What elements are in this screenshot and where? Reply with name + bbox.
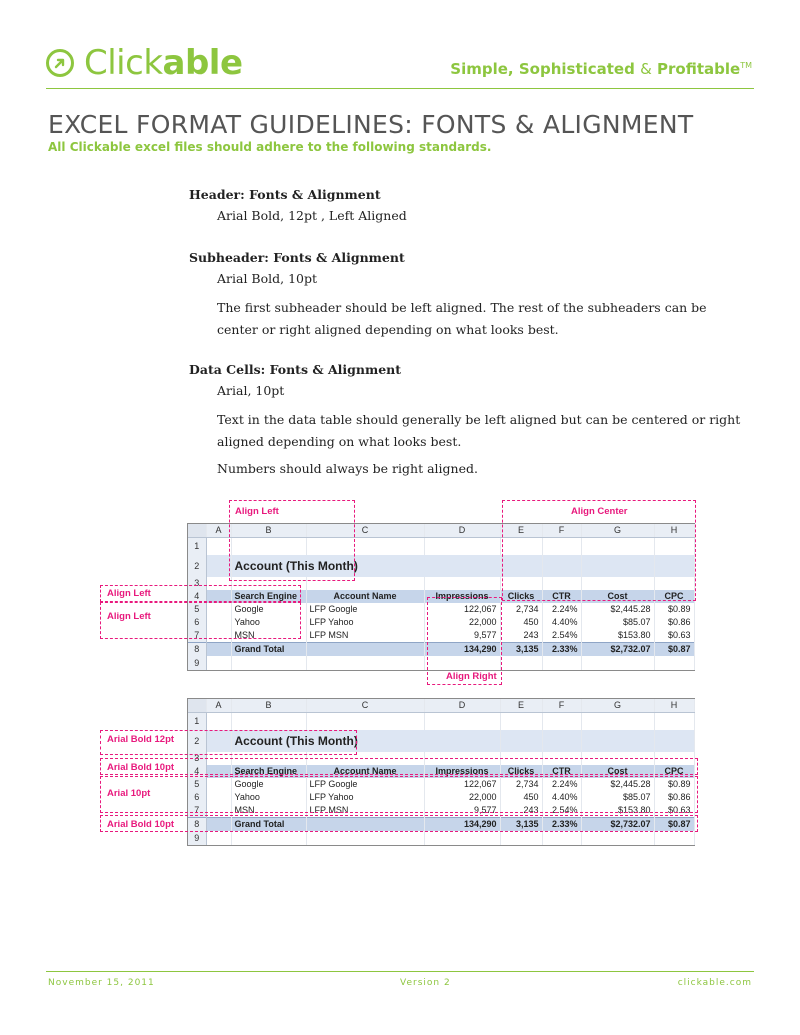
total-row bbox=[188, 818, 694, 832]
column-header[interactable]: H bbox=[654, 699, 694, 713]
cell[interactable] bbox=[206, 831, 231, 845]
cell[interactable]: LFP Google bbox=[306, 778, 424, 791]
cell[interactable] bbox=[206, 804, 231, 818]
subheader-section-title: Subheader: Fonts & Alignment bbox=[189, 250, 405, 265]
table-row bbox=[188, 603, 694, 616]
cell[interactable] bbox=[206, 629, 231, 643]
cell[interactable]: LFP Google bbox=[306, 603, 424, 616]
cell[interactable] bbox=[306, 538, 424, 556]
cell[interactable] bbox=[206, 730, 231, 752]
row-number[interactable]: 3 bbox=[188, 577, 206, 590]
column-header[interactable]: F bbox=[542, 699, 581, 713]
row-number[interactable]: 8 bbox=[188, 643, 206, 657]
cell[interactable] bbox=[306, 577, 424, 590]
cell[interactable] bbox=[206, 577, 231, 590]
column-header[interactable]: D bbox=[424, 699, 500, 713]
cell[interactable] bbox=[206, 791, 231, 804]
cell[interactable] bbox=[654, 713, 694, 731]
page-subtitle: All Clickable excel files should adhere to the following standards. bbox=[48, 140, 492, 154]
header-section-title: Header: Fonts & Alignment bbox=[189, 187, 381, 202]
column-header[interactable]: G bbox=[581, 699, 654, 713]
table-row bbox=[188, 656, 694, 670]
subheader-section-note: The first subheader should be left aligned. The rest of the subheaders can be center or right aligned depending on what looks best. bbox=[217, 300, 707, 337]
cell[interactable]: 9,577 bbox=[424, 804, 500, 818]
cell[interactable] bbox=[542, 713, 581, 731]
cell[interactable]: $85.07 bbox=[581, 791, 654, 804]
data-section-title: Data Cells: Fonts & Alignment bbox=[189, 362, 402, 377]
cell[interactable] bbox=[500, 831, 542, 845]
cell[interactable]: 2,734 bbox=[500, 778, 542, 791]
cell[interactable] bbox=[206, 555, 231, 577]
cell[interactable] bbox=[581, 577, 654, 590]
cell[interactable]: 2.54% bbox=[542, 804, 581, 818]
cell[interactable] bbox=[206, 765, 231, 778]
align-center-label: Align Center bbox=[571, 506, 628, 517]
cell[interactable] bbox=[424, 713, 500, 731]
cell[interactable]: 122,067 bbox=[424, 778, 500, 791]
row-number[interactable]: 2 bbox=[188, 555, 206, 577]
cell[interactable]: $153.80 bbox=[581, 629, 654, 643]
spreadsheet-grid bbox=[188, 524, 695, 670]
select-all-corner[interactable] bbox=[188, 524, 206, 538]
row-number[interactable]: 5 bbox=[188, 778, 206, 791]
cell[interactable]: 2.24% bbox=[542, 778, 581, 791]
data-section-note: Text in the data table should generally be left aligned but can be centered or right aligned depending on what looks best. bbox=[217, 412, 741, 449]
header-divider bbox=[46, 88, 754, 89]
cell[interactable] bbox=[206, 603, 231, 616]
cell[interactable] bbox=[206, 752, 231, 765]
row-number[interactable]: 7 bbox=[188, 804, 206, 818]
row-number[interactable]: 2 bbox=[188, 730, 206, 752]
cell[interactable] bbox=[231, 538, 306, 556]
cell[interactable]: LFP MSN bbox=[306, 804, 424, 818]
cell[interactable] bbox=[581, 831, 654, 845]
cell[interactable] bbox=[542, 730, 581, 752]
column-header-row bbox=[188, 524, 694, 538]
data-section-note2: Numbers should always be right aligned. bbox=[217, 461, 478, 476]
cell[interactable] bbox=[542, 555, 581, 577]
cell[interactable] bbox=[500, 752, 542, 765]
table-row bbox=[188, 752, 694, 765]
align-left-title-label: Align Left bbox=[235, 506, 279, 517]
table-row bbox=[188, 713, 694, 731]
cell[interactable] bbox=[206, 590, 231, 603]
cell[interactable] bbox=[306, 656, 424, 670]
cell[interactable] bbox=[581, 538, 654, 556]
cell[interactable]: MSN bbox=[231, 629, 306, 643]
cell[interactable]: 450 bbox=[500, 791, 542, 804]
cell[interactable] bbox=[424, 577, 500, 590]
header-cell[interactable]: Account Name bbox=[306, 590, 424, 603]
clickable-logo bbox=[46, 45, 243, 81]
cell[interactable] bbox=[231, 752, 306, 765]
cell[interactable] bbox=[206, 538, 231, 556]
cell[interactable] bbox=[306, 831, 424, 845]
cell[interactable]: LFP Yahoo bbox=[306, 791, 424, 804]
column-header-row bbox=[188, 699, 694, 713]
cell[interactable]: 450 bbox=[500, 616, 542, 629]
cell[interactable] bbox=[654, 555, 694, 577]
column-header[interactable]: G bbox=[581, 524, 654, 538]
cell[interactable] bbox=[500, 713, 542, 731]
cell[interactable]: LFP MSN bbox=[306, 629, 424, 643]
header-cell[interactable]: CPC bbox=[654, 765, 694, 778]
row-number[interactable]: 9 bbox=[188, 656, 206, 670]
subheader-section-desc: Arial Bold, 10pt bbox=[217, 271, 318, 286]
cell[interactable]: 122,067 bbox=[424, 603, 500, 616]
cell[interactable] bbox=[231, 577, 306, 590]
cell[interactable]: Yahoo bbox=[231, 616, 306, 629]
row-number[interactable]: 3 bbox=[188, 752, 206, 765]
cell[interactable]: $153.80 bbox=[581, 804, 654, 818]
column-header[interactable]: E bbox=[500, 699, 542, 713]
cell[interactable] bbox=[500, 538, 542, 556]
header-cell[interactable]: CPC bbox=[654, 590, 694, 603]
cell[interactable] bbox=[654, 656, 694, 670]
footer-version: Version 2 bbox=[400, 978, 451, 988]
cell[interactable]: Yahoo bbox=[231, 791, 306, 804]
cell[interactable]: $0.87 bbox=[654, 643, 694, 657]
cell[interactable]: 3,135 bbox=[500, 643, 542, 657]
align-left-subheader-label: Align Left bbox=[107, 588, 151, 599]
column-header[interactable]: C bbox=[306, 699, 424, 713]
row-number[interactable]: 1 bbox=[188, 713, 206, 731]
row-number[interactable]: 4 bbox=[188, 590, 206, 603]
cell[interactable] bbox=[500, 555, 542, 577]
table-row bbox=[188, 629, 694, 643]
column-header[interactable]: D bbox=[424, 524, 500, 538]
cell[interactable] bbox=[306, 818, 424, 832]
table-row bbox=[188, 577, 694, 590]
cell[interactable]: 22,000 bbox=[424, 616, 500, 629]
page-title: EXCEL FORMAT GUIDELINES: FONTS & ALIGNMENT bbox=[48, 110, 694, 139]
cell[interactable] bbox=[542, 752, 581, 765]
header-cell[interactable]: CTR bbox=[542, 590, 581, 603]
row-number[interactable]: 5 bbox=[188, 603, 206, 616]
cell[interactable]: 134,290 bbox=[424, 818, 500, 832]
footer-divider bbox=[46, 971, 754, 972]
cell[interactable]: 243 bbox=[500, 629, 542, 643]
cell[interactable]: $0.63 bbox=[654, 629, 694, 643]
header-cell[interactable]: CTR bbox=[542, 765, 581, 778]
cell[interactable] bbox=[424, 538, 500, 556]
column-header[interactable]: B bbox=[231, 524, 306, 538]
column-header[interactable]: H bbox=[654, 524, 694, 538]
cell[interactable] bbox=[206, 643, 231, 657]
cell[interactable] bbox=[424, 831, 500, 845]
cell[interactable] bbox=[231, 656, 306, 670]
align-right-label: Align Right bbox=[446, 671, 497, 682]
column-header[interactable]: B bbox=[231, 699, 306, 713]
total-label-cell[interactable]: Grand Total bbox=[231, 643, 306, 657]
arial-bold-10-total-label: Arial Bold 10pt bbox=[107, 819, 175, 830]
header-cell[interactable]: Account Name bbox=[306, 765, 424, 778]
header-cell[interactable]: Cost bbox=[581, 590, 654, 603]
cell[interactable] bbox=[306, 752, 424, 765]
cell[interactable] bbox=[306, 713, 424, 731]
table-row bbox=[188, 804, 694, 818]
table-row bbox=[188, 730, 694, 752]
cell[interactable] bbox=[206, 656, 231, 670]
column-header[interactable]: F bbox=[542, 524, 581, 538]
subheader-row bbox=[188, 590, 694, 603]
cell[interactable] bbox=[231, 713, 306, 731]
header-cell[interactable]: Cost bbox=[581, 765, 654, 778]
spreadsheet-grid bbox=[188, 699, 695, 845]
header-cell[interactable]: Clicks bbox=[500, 590, 542, 603]
cell[interactable] bbox=[581, 555, 654, 577]
cell[interactable] bbox=[500, 577, 542, 590]
cell[interactable]: 9,577 bbox=[424, 629, 500, 643]
footer-date: November 15, 2011 bbox=[48, 978, 155, 988]
cell[interactable] bbox=[581, 730, 654, 752]
table-row bbox=[188, 616, 694, 629]
cell[interactable]: 3,135 bbox=[500, 818, 542, 832]
cell[interactable]: $0.86 bbox=[654, 791, 694, 804]
arial-10-label: Arial 10pt bbox=[107, 788, 151, 799]
row-number[interactable]: 6 bbox=[188, 791, 206, 804]
cell[interactable] bbox=[581, 752, 654, 765]
header-section-desc: Arial Bold, 12pt , Left Aligned bbox=[217, 208, 407, 223]
cell[interactable]: 134,290 bbox=[424, 643, 500, 657]
sheet-title-cell[interactable]: Account (This Month) bbox=[231, 555, 500, 577]
cell[interactable]: $0.89 bbox=[654, 603, 694, 616]
cell[interactable]: LFP Yahoo bbox=[306, 616, 424, 629]
total-label-cell[interactable]: Grand Total bbox=[231, 818, 306, 832]
column-header[interactable]: A bbox=[206, 524, 231, 538]
spreadsheet-alignment-example bbox=[187, 523, 695, 671]
cell[interactable]: $0.89 bbox=[654, 778, 694, 791]
cell[interactable] bbox=[542, 831, 581, 845]
cell[interactable] bbox=[581, 656, 654, 670]
cell[interactable] bbox=[542, 577, 581, 590]
table-row bbox=[188, 538, 694, 556]
arial-bold-12-label: Arial Bold 12pt bbox=[107, 734, 175, 745]
logo-wordmark: Clickable bbox=[84, 43, 243, 83]
arrow-icon bbox=[46, 49, 74, 77]
data-section-desc: Arial, 10pt bbox=[217, 383, 285, 398]
cell[interactable] bbox=[500, 730, 542, 752]
cell[interactable] bbox=[581, 713, 654, 731]
cell[interactable]: $2,732.07 bbox=[581, 643, 654, 657]
select-all-corner[interactable] bbox=[188, 699, 206, 713]
table-row bbox=[188, 831, 694, 845]
cell[interactable] bbox=[500, 656, 542, 670]
cell[interactable] bbox=[424, 656, 500, 670]
header-cell[interactable]: Impressions bbox=[424, 590, 500, 603]
header-cell[interactable]: Search Engine bbox=[231, 590, 306, 603]
cell[interactable]: Google bbox=[231, 603, 306, 616]
cell[interactable] bbox=[206, 713, 231, 731]
column-header[interactable]: A bbox=[206, 699, 231, 713]
cell[interactable]: 4.40% bbox=[542, 616, 581, 629]
footer-site[interactable]: clickable.com bbox=[677, 978, 752, 988]
cell[interactable]: $2,732.07 bbox=[581, 818, 654, 832]
cell[interactable] bbox=[206, 616, 231, 629]
cell[interactable] bbox=[654, 538, 694, 556]
header-cell[interactable]: Impressions bbox=[424, 765, 500, 778]
row-number[interactable]: 8 bbox=[188, 818, 206, 832]
cell[interactable] bbox=[654, 831, 694, 845]
cell[interactable]: 2.33% bbox=[542, 818, 581, 832]
sheet-title-cell[interactable]: Account (This Month) bbox=[231, 730, 500, 752]
cell[interactable]: 243 bbox=[500, 804, 542, 818]
cell[interactable]: $0.87 bbox=[654, 818, 694, 832]
column-header[interactable]: C bbox=[306, 524, 424, 538]
cell[interactable]: $0.63 bbox=[654, 804, 694, 818]
row-number[interactable]: 9 bbox=[188, 831, 206, 845]
row-number[interactable]: 7 bbox=[188, 629, 206, 643]
cell[interactable] bbox=[206, 778, 231, 791]
total-row bbox=[188, 643, 694, 657]
cell[interactable] bbox=[231, 831, 306, 845]
cell[interactable]: $0.86 bbox=[654, 616, 694, 629]
tagline: Simple, Sophisticated & Profitable™ bbox=[450, 60, 752, 78]
row-number[interactable]: 4 bbox=[188, 765, 206, 778]
cell[interactable] bbox=[306, 643, 424, 657]
table-row bbox=[188, 791, 694, 804]
align-left-data-label: Align Left bbox=[107, 611, 151, 622]
cell[interactable] bbox=[542, 656, 581, 670]
cell[interactable]: Google bbox=[231, 778, 306, 791]
cell[interactable]: $2,445.28 bbox=[581, 778, 654, 791]
row-number[interactable]: 6 bbox=[188, 616, 206, 629]
cell[interactable] bbox=[654, 730, 694, 752]
cell[interactable]: 4.40% bbox=[542, 791, 581, 804]
cell[interactable] bbox=[424, 752, 500, 765]
cell[interactable] bbox=[206, 818, 231, 832]
cell[interactable] bbox=[542, 538, 581, 556]
arial-bold-10-subheader-label: Arial Bold 10pt bbox=[107, 762, 175, 773]
cell[interactable]: 2.33% bbox=[542, 643, 581, 657]
table-row bbox=[188, 778, 694, 791]
cell[interactable] bbox=[654, 577, 694, 590]
subheader-row bbox=[188, 765, 694, 778]
row-number[interactable]: 1 bbox=[188, 538, 206, 556]
header-cell[interactable]: Search Engine bbox=[231, 765, 306, 778]
cell[interactable]: $85.07 bbox=[581, 616, 654, 629]
cell[interactable] bbox=[654, 752, 694, 765]
cell[interactable]: $2,445.28 bbox=[581, 603, 654, 616]
cell[interactable]: 2.54% bbox=[542, 629, 581, 643]
cell[interactable]: 22,000 bbox=[424, 791, 500, 804]
table-row bbox=[188, 555, 694, 577]
spreadsheet-font-example bbox=[187, 698, 695, 846]
cell[interactable]: 2.24% bbox=[542, 603, 581, 616]
cell[interactable]: 2,734 bbox=[500, 603, 542, 616]
header-cell[interactable]: Clicks bbox=[500, 765, 542, 778]
column-header[interactable]: E bbox=[500, 524, 542, 538]
cell[interactable]: MSN bbox=[231, 804, 306, 818]
